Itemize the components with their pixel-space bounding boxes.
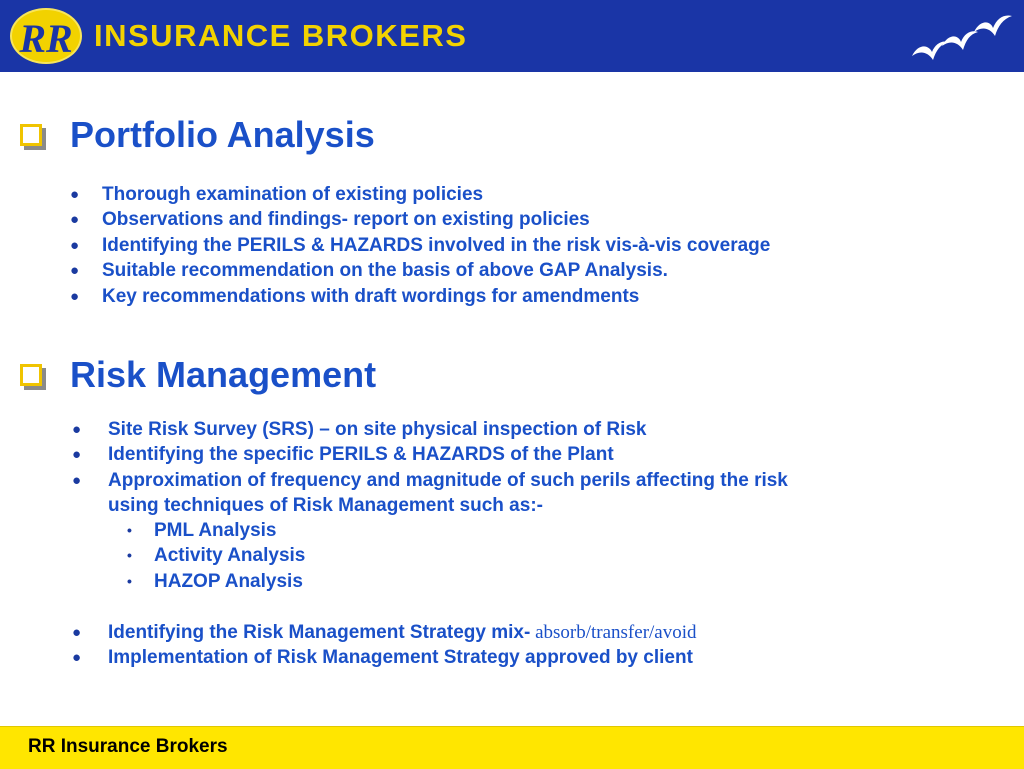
risk-techniques-sublist (127, 518, 306, 594)
sub-list-item (127, 543, 306, 568)
list-item-text: Site Risk Survey (SRS) – on site physical inspection of Risk (108, 419, 647, 440)
round-bullet-icon: ● (70, 236, 80, 254)
small-bullet-icon: • (127, 572, 132, 589)
list-item (72, 645, 697, 670)
risk-management-list (72, 417, 788, 519)
brand-name: INSURANCE BROKERS (94, 18, 468, 53)
list-item (70, 233, 771, 258)
list-item-text: Approximation of frequency and magnitude of such perils affecting the risk (108, 469, 788, 491)
flying-birds-icon (908, 6, 1018, 66)
round-bullet-icon: ● (72, 649, 82, 667)
list-item-text: using techniques of Risk Management such as:- (108, 495, 543, 517)
footer-bar (0, 726, 1024, 769)
list-item-text: Identifying the Risk Management Strategy mix- (108, 622, 531, 643)
list-item-text: Thorough examination of existing policies (102, 184, 484, 205)
list-item (72, 620, 697, 645)
list-item-text: Key recommendations with draft wordings for amendments (102, 285, 640, 307)
hollow-square-bullet-icon (20, 364, 42, 386)
small-bullet-icon: • (127, 547, 132, 564)
logo-text: RR (19, 16, 73, 61)
round-bullet-icon: ● (70, 262, 80, 280)
round-bullet-icon: ● (72, 446, 82, 464)
round-bullet-icon: ● (72, 471, 82, 489)
list-item (72, 417, 788, 442)
portfolio-analysis-list (70, 182, 771, 309)
round-bullet-icon: ● (70, 287, 80, 305)
sub-list-item-text: PML Analysis (154, 520, 277, 541)
list-item (72, 442, 788, 467)
section-title: Risk Management (70, 354, 377, 395)
list-item (70, 284, 770, 309)
list-item (72, 468, 788, 493)
section-portfolio-analysis (20, 114, 375, 156)
list-item-text: Identifying the specific PERILS & HAZARDS of the Plant (108, 444, 614, 466)
list-item (70, 182, 770, 207)
round-bullet-icon: ● (72, 624, 82, 641)
list-item-text: Observations and findings- report on existing policies (102, 209, 590, 231)
list-item-text: Suitable recommendation on the basis of above GAP Analysis. (102, 260, 668, 282)
sub-list-item-text: Activity Analysis (154, 545, 306, 567)
header-bar (0, 0, 1024, 72)
small-bullet-icon: • (127, 522, 132, 538)
hollow-square-bullet-icon (20, 124, 42, 146)
round-bullet-icon: ● (70, 186, 80, 203)
round-bullet-icon: ● (72, 421, 82, 438)
list-item (70, 207, 770, 232)
footer-text: RR Insurance Brokers (28, 736, 228, 757)
rr-logo-icon (10, 8, 82, 64)
sub-list-item (127, 569, 305, 594)
section-title: Portfolio Analysis (70, 114, 375, 155)
list-item-text: Implementation of Risk Management Strategy approved by client (108, 647, 693, 669)
sub-list-item-text: HAZOP Analysis (154, 570, 303, 592)
strategy-options-text: absorb/transfer/avoid (530, 622, 697, 643)
section-risk-management (20, 354, 376, 396)
risk-strategy-list (72, 620, 697, 671)
list-item (70, 258, 770, 283)
list-item-continuation (108, 493, 788, 518)
list-item-text: Identifying the PERILS & HAZARDS involved in the risk vis-à-vis coverage (102, 234, 771, 256)
round-bullet-icon: ● (70, 211, 80, 229)
sub-list-item (127, 518, 305, 543)
